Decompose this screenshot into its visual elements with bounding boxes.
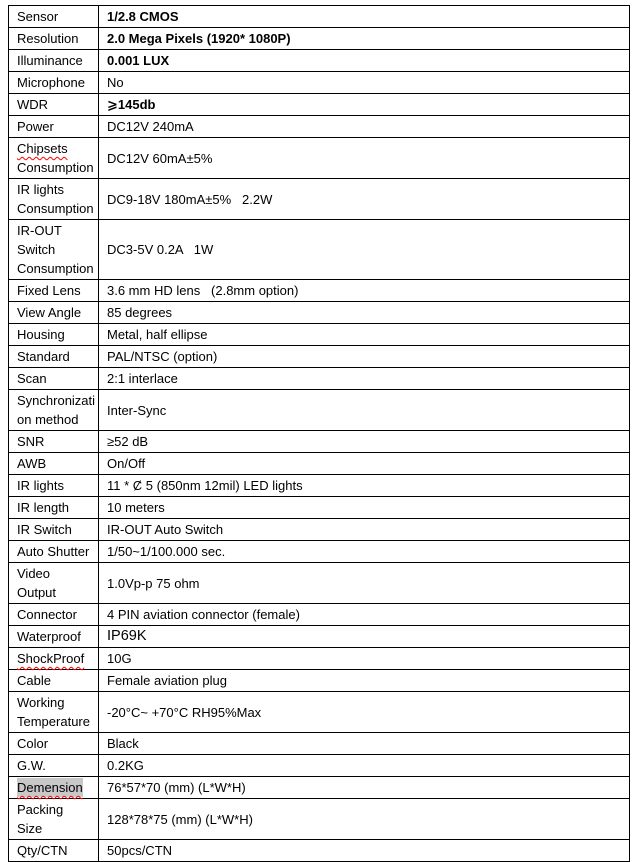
value-text: Inter-Sync <box>107 402 167 418</box>
value-text: Female aviation plug <box>107 673 227 688</box>
value-text: 1/50~1/100.000 sec. <box>107 544 226 559</box>
label-cell <box>9 777 99 799</box>
value-text: 0.2KG <box>107 758 144 773</box>
value-cell <box>99 6 630 28</box>
value-cell <box>99 799 630 840</box>
row-sensor <box>9 6 630 28</box>
value-text: No <box>107 75 124 90</box>
label-cell <box>9 220 99 280</box>
row-ir-length <box>9 497 630 519</box>
value-cell <box>99 302 630 324</box>
label-text: Cable <box>17 673 51 688</box>
label-cell <box>9 346 99 368</box>
label-text: Power <box>17 119 54 134</box>
value-cell <box>99 777 630 799</box>
row-dimension <box>9 777 630 799</box>
value-text: ≥52 dB <box>107 434 149 449</box>
label-text: Switch <box>17 242 56 257</box>
row-standard <box>9 346 630 368</box>
value-cell <box>99 94 630 116</box>
row-awb <box>9 453 630 475</box>
row-housing <box>9 324 630 346</box>
label-cell <box>9 840 99 862</box>
value-cell <box>99 324 630 346</box>
label-text: Waterproof <box>17 629 81 644</box>
label-text: Housing <box>17 327 65 342</box>
label-text: IR lights <box>17 182 64 197</box>
label-cell <box>9 431 99 453</box>
label-text: IR lights <box>17 478 64 493</box>
value-text: DC3-5V 0.2A 1W <box>107 242 214 257</box>
value-cell <box>99 733 630 755</box>
label-cell <box>9 541 99 563</box>
label-text: Microphone <box>17 75 85 90</box>
row-video-output <box>9 563 630 604</box>
value-text: 2.0 Mega Pixels (1920* 1080P) <box>107 31 291 46</box>
value-text: 2:1 interlace <box>107 371 178 386</box>
label-text: AWB <box>17 456 47 471</box>
label-text: G.W. <box>17 758 46 773</box>
value-text: IP69K <box>107 628 147 644</box>
value-cell <box>99 368 630 390</box>
label-text: Consumption <box>17 201 94 216</box>
label-text: IR length <box>17 500 70 515</box>
value-cell <box>99 604 630 626</box>
value-cell <box>99 28 630 50</box>
label-text: Scan <box>17 371 47 386</box>
label-cell <box>9 475 99 497</box>
value-cell <box>99 840 630 862</box>
value-cell <box>99 138 630 179</box>
value-cell <box>99 431 630 453</box>
label-cell <box>9 94 99 116</box>
value-cell <box>99 755 630 777</box>
value-cell <box>99 72 630 94</box>
row-ir-lights <box>9 475 630 497</box>
value-cell <box>99 563 630 604</box>
value-text: ⩾145db <box>107 97 156 112</box>
value-text: 128*78*75 (mm) (L*W*H) <box>107 811 253 827</box>
value-cell <box>99 475 630 497</box>
label-cell <box>9 28 99 50</box>
value-text: IR-OUT Auto Switch <box>107 522 224 537</box>
value-text: 10G <box>107 651 132 666</box>
row-gw <box>9 755 630 777</box>
label-cell <box>9 604 99 626</box>
label-text: Qty/CTN <box>17 843 68 858</box>
row-shockproof <box>9 648 630 670</box>
row-chipsets-consumption <box>9 138 630 179</box>
label-cell <box>9 302 99 324</box>
row-packing-size <box>9 799 630 840</box>
value-cell <box>99 648 630 670</box>
label-cell <box>9 368 99 390</box>
label-text-misspelled-highlighted: Demension <box>17 780 83 795</box>
row-auto-shutter <box>9 541 630 563</box>
label-text: IR Switch <box>17 522 72 537</box>
label-text: Consumption <box>17 261 94 276</box>
value-cell <box>99 541 630 563</box>
label-text: Auto Shutter <box>17 544 90 559</box>
row-color <box>9 733 630 755</box>
label-cell <box>9 179 99 220</box>
row-wdr <box>9 94 630 116</box>
value-text: Metal, half ellipse <box>107 327 208 342</box>
label-cell <box>9 563 99 604</box>
value-cell <box>99 50 630 72</box>
value-text: DC12V 60mA±5% <box>107 150 213 166</box>
label-cell <box>9 497 99 519</box>
label-cell <box>9 390 99 431</box>
label-text: View Angle <box>17 305 82 320</box>
label-text: Temperature <box>17 714 90 729</box>
label-text: Consumption <box>17 160 94 175</box>
label-text: Resolution <box>17 31 79 46</box>
value-text: 50pcs/CTN <box>107 843 173 858</box>
row-ir-out-switch-consumption <box>9 220 630 280</box>
row-illuminance <box>9 50 630 72</box>
label-cell <box>9 670 99 692</box>
label-text: Fixed Lens <box>17 283 81 298</box>
label-cell <box>9 280 99 302</box>
label-cell <box>9 648 99 670</box>
value-text: 1/2.8 CMOS <box>107 9 179 24</box>
value-cell <box>99 390 630 431</box>
value-cell <box>99 346 630 368</box>
row-resolution <box>9 28 630 50</box>
row-ir-switch <box>9 519 630 541</box>
row-snr <box>9 431 630 453</box>
value-text: On/Off <box>107 456 146 471</box>
label-text: Color <box>17 736 49 751</box>
row-qty-ctn <box>9 840 630 862</box>
value-text: 4 PIN aviation connector (female) <box>107 607 300 622</box>
value-text: PAL/NTSC (option) <box>107 349 218 364</box>
label-text: on method <box>17 412 79 427</box>
row-power <box>9 116 630 138</box>
row-fixed-lens <box>9 280 630 302</box>
label-cell <box>9 733 99 755</box>
spec-table <box>8 5 630 862</box>
value-text: DC9-18V 180mA±5% 2.2W <box>107 191 273 207</box>
row-working-temperature <box>9 692 630 733</box>
value-text: -20°C~ +70°C RH95%Max <box>107 704 262 720</box>
value-cell <box>99 116 630 138</box>
row-view-angle <box>9 302 630 324</box>
value-cell <box>99 692 630 733</box>
label-cell <box>9 755 99 777</box>
value-cell <box>99 497 630 519</box>
label-cell <box>9 50 99 72</box>
label-text: Working <box>17 695 65 710</box>
row-connector <box>9 604 630 626</box>
row-ir-lights-consumption <box>9 179 630 220</box>
value-cell <box>99 453 630 475</box>
label-text: Packing Size <box>17 802 64 836</box>
label-text: WDR <box>17 97 49 112</box>
row-waterproof <box>9 626 630 648</box>
label-cell <box>9 116 99 138</box>
label-cell <box>9 692 99 733</box>
value-text: 0.001 LUX <box>107 53 170 68</box>
value-cell <box>99 626 630 648</box>
label-text: IR-OUT <box>17 223 62 238</box>
label-cell <box>9 72 99 94</box>
label-cell <box>9 626 99 648</box>
label-text: Synchronizati <box>17 393 96 408</box>
label-text: Video Output <box>17 566 57 600</box>
value-text: 76*57*70 (mm) (L*W*H) <box>107 780 246 795</box>
label-text-misspelled: ShockProof <box>17 651 85 666</box>
row-scan <box>9 368 630 390</box>
value-cell <box>99 220 630 280</box>
label-text: Sensor <box>17 9 59 24</box>
value-text: DC12V 240mA <box>107 119 194 134</box>
label-cell <box>9 324 99 346</box>
label-cell <box>9 6 99 28</box>
value-text: 11 * Ȼ 5 (850nm 12mil) LED lights <box>107 478 303 493</box>
label-text: Standard <box>17 349 70 364</box>
label-text: Connector <box>17 607 77 622</box>
label-text: Illuminance <box>17 53 83 68</box>
row-synchronization-method <box>9 390 630 431</box>
value-cell <box>99 670 630 692</box>
label-cell <box>9 138 99 179</box>
value-text: 3.6 mm HD lens (2.8mm option) <box>107 283 299 298</box>
value-text: 1.0Vp-p 75 ohm <box>107 575 200 591</box>
label-cell <box>9 453 99 475</box>
value-cell <box>99 519 630 541</box>
row-cable <box>9 670 630 692</box>
value-text: 85 degrees <box>107 305 173 320</box>
value-text: 10 meters <box>107 500 165 515</box>
value-cell <box>99 179 630 220</box>
label-text-misspelled: Chipsets <box>17 141 68 156</box>
label-cell <box>9 519 99 541</box>
value-text: Black <box>107 736 139 751</box>
row-microphone <box>9 72 630 94</box>
value-cell <box>99 280 630 302</box>
label-cell <box>9 799 99 840</box>
label-text: SNR <box>17 434 45 449</box>
